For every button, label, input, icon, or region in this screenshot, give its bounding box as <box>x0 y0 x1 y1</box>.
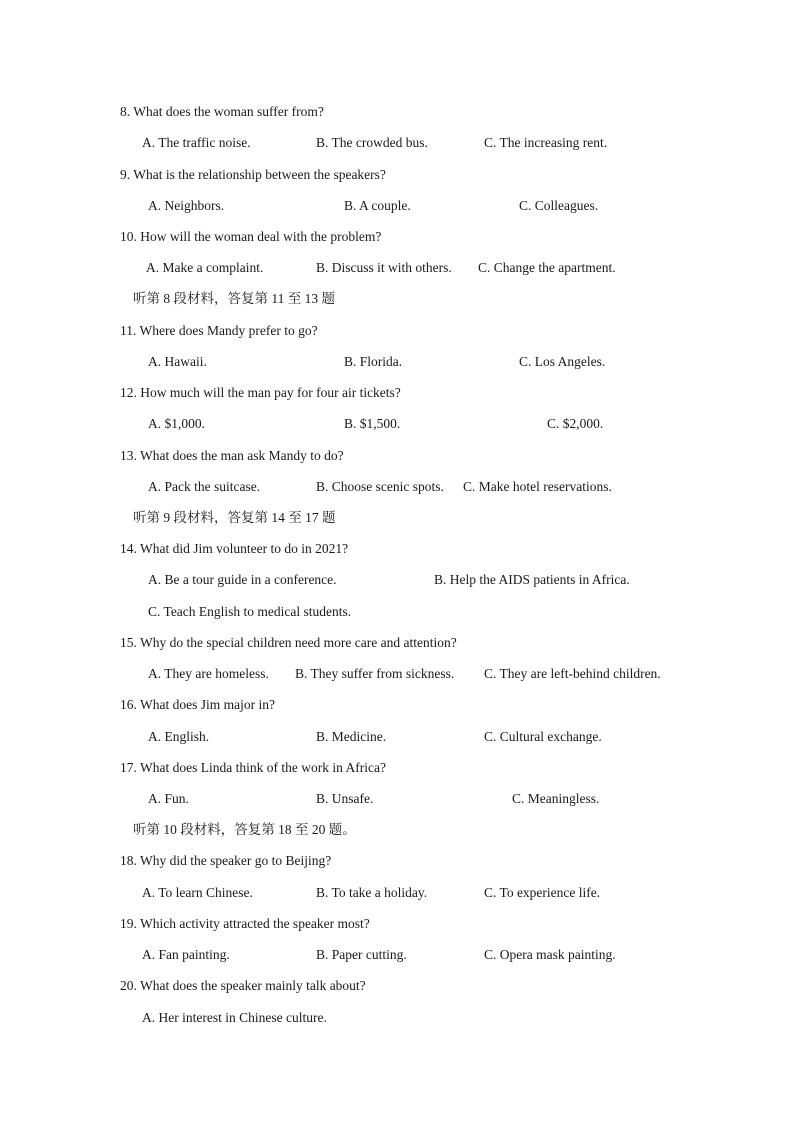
option-8a: A. The traffic noise. <box>142 135 251 150</box>
question-19: 19. Which activity attracted the speaker most? <box>120 916 370 931</box>
option-14c: C. Teach English to medical students. <box>148 604 352 619</box>
question-17: 17. What does Linda think of the work in Africa? <box>120 760 386 775</box>
option-13b: B. Choose scenic spots. <box>316 479 444 494</box>
option-14a: A. Be a tour guide in a conference. <box>148 572 337 587</box>
option-10a: A. Make a complaint. <box>146 260 264 275</box>
option-8b: B. The crowded bus. <box>316 135 428 150</box>
option-12b: B. $1,500. <box>344 416 401 431</box>
option-17a: A. Fun. <box>148 791 189 806</box>
option-13c: C. Make hotel reservations. <box>463 479 612 494</box>
question-15: 15. Why do the special children need more care and attention? <box>120 635 457 650</box>
option-16a: A. English. <box>148 729 210 744</box>
option-20a: A. Her interest in Chinese culture. <box>142 1010 327 1025</box>
option-8c: C. The increasing rent. <box>484 135 608 150</box>
option-17c: C. Meaningless. <box>512 791 600 806</box>
option-18c: C. To experience life. <box>484 885 601 900</box>
option-15a: A. They are homeless. <box>148 666 269 681</box>
section-heading-10: 听第 10 段材料，答复第 18 至 20 题。 <box>133 822 356 837</box>
question-18: 18. Why did the speaker go to Beijing? <box>120 853 332 868</box>
option-9a: A. Neighbors. <box>148 198 225 213</box>
question-20: 20. What does the speaker mainly talk about? <box>120 978 366 993</box>
option-17b: B. Unsafe. <box>316 791 374 806</box>
option-18b: B. To take a holiday. <box>316 885 428 900</box>
option-15c: C. They are left-behind children. <box>484 666 661 681</box>
option-11c: C. Los Angeles. <box>519 354 606 369</box>
option-14b: B. Help the AIDS patients in Africa. <box>434 572 630 587</box>
section-heading-8: 听第 8 段材料，答复第 11 至 13 题 <box>133 291 335 306</box>
question-9: 9. What is the relationship between the speakers? <box>120 167 386 182</box>
option-11a: A. Hawaii. <box>148 354 207 369</box>
option-12c: C. $2,000. <box>547 416 604 431</box>
question-16: 16. What does Jim major in? <box>120 697 275 712</box>
option-16b: B. Medicine. <box>316 729 387 744</box>
option-16c: C. Cultural exchange. <box>484 729 602 744</box>
option-10c: C. Change the apartment. <box>478 260 616 275</box>
option-19a: A. Fan painting. <box>142 947 230 962</box>
question-13: 13. What does the man ask Mandy to do? <box>120 448 344 463</box>
option-9b: B. A couple. <box>344 198 411 213</box>
option-12a: A. $1,000. <box>148 416 205 431</box>
option-10b: B. Discuss it with others. <box>316 260 452 275</box>
question-10: 10. How will the woman deal with the problem? <box>120 229 382 244</box>
option-13a: A. Pack the suitcase. <box>148 479 261 494</box>
option-9c: C. Colleagues. <box>519 198 599 213</box>
option-18a: A. To learn Chinese. <box>142 885 253 900</box>
question-8: 8. What does the woman suffer from? <box>120 104 324 119</box>
option-15b: B. They suffer from sickness. <box>295 666 455 681</box>
option-19b: B. Paper cutting. <box>316 947 407 962</box>
question-12: 12. How much will the man pay for four air tickets? <box>120 385 401 400</box>
question-14: 14. What did Jim volunteer to do in 2021? <box>120 541 349 556</box>
option-19c: C. Opera mask painting. <box>484 947 616 962</box>
question-11: 11. Where does Mandy prefer to go? <box>120 323 318 338</box>
section-heading-9: 听第 9 段材料，答复第 14 至 17 题 <box>133 510 336 525</box>
option-11b: B. Florida. <box>344 354 403 369</box>
